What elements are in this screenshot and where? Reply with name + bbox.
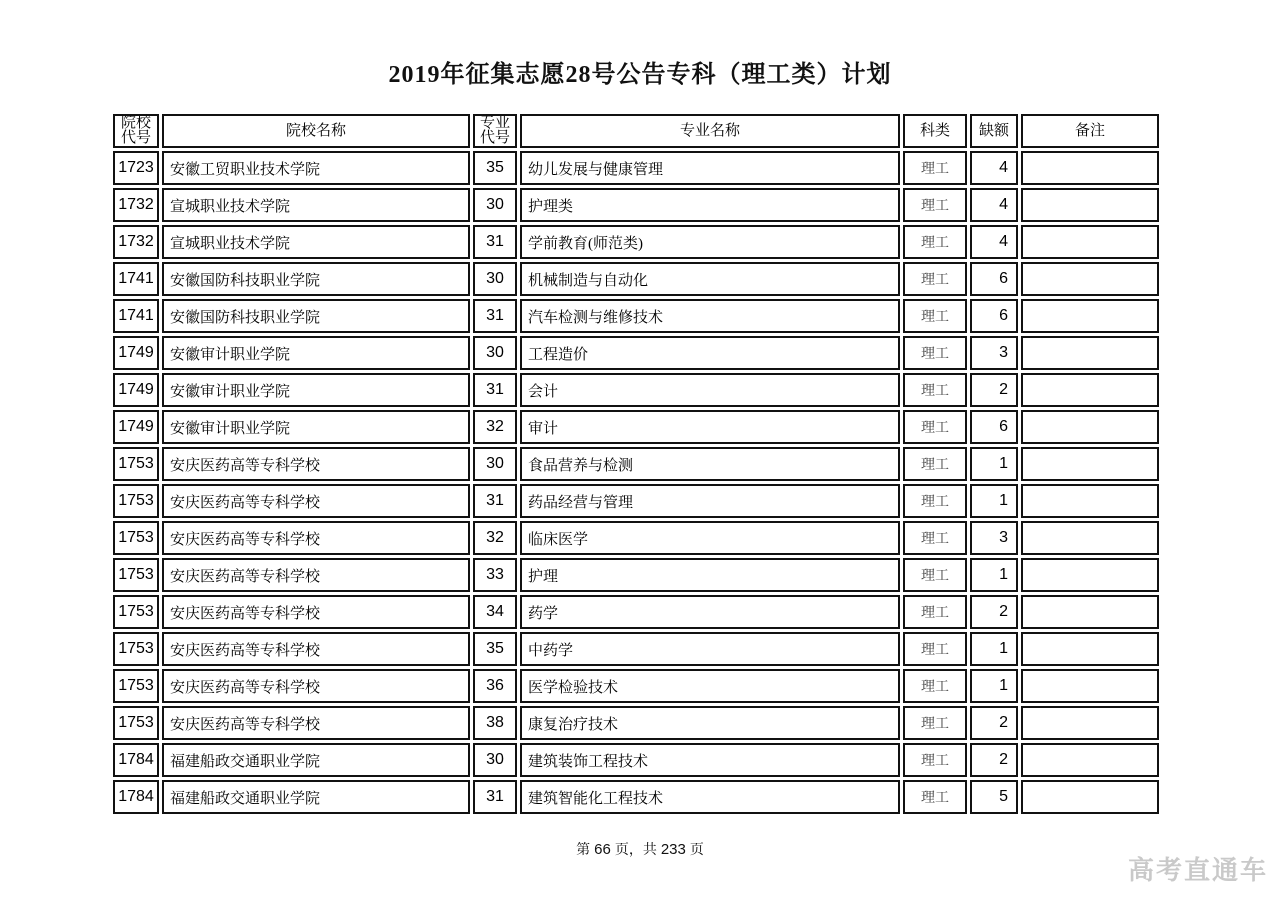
cell-college-name: 安庆医药高等专科学校 xyxy=(162,447,470,481)
cell-vacancy: 1 xyxy=(970,447,1018,481)
cell-category: 理工 xyxy=(903,410,967,444)
cell-college-name: 福建船政交通职业学院 xyxy=(162,780,470,814)
cell-category: 理工 xyxy=(903,521,967,555)
cell-college-code: 1784 xyxy=(113,743,159,777)
cell-major-name: 药学 xyxy=(520,595,900,629)
cell-remark xyxy=(1021,410,1159,444)
table-row xyxy=(113,151,1159,185)
cell-college-name: 安庆医药高等专科学校 xyxy=(162,632,470,666)
footer-prefix: 第 xyxy=(576,843,591,858)
table-header xyxy=(113,114,1159,148)
cell-category: 理工 xyxy=(903,336,967,370)
cell-college-code: 1784 xyxy=(113,780,159,814)
cell-major-code: 30 xyxy=(473,743,517,777)
cell-category: 理工 xyxy=(903,151,967,185)
cell-major-code: 32 xyxy=(473,410,517,444)
cell-college-code: 1753 xyxy=(113,447,159,481)
cell-major-name: 会计 xyxy=(520,373,900,407)
table-row xyxy=(113,299,1159,333)
cell-college-name: 安徽审计职业学院 xyxy=(162,336,470,370)
cell-remark xyxy=(1021,299,1159,333)
cell-remark xyxy=(1021,336,1159,370)
table-row xyxy=(113,706,1159,740)
table-body xyxy=(113,151,1159,814)
cell-category: 理工 xyxy=(903,780,967,814)
cell-major-code: 31 xyxy=(473,299,517,333)
cell-major-code: 30 xyxy=(473,447,517,481)
cell-category: 理工 xyxy=(903,188,967,222)
cell-college-name: 安庆医药高等专科学校 xyxy=(162,558,470,592)
footer-suffix: 页 xyxy=(689,843,704,858)
cell-vacancy: 1 xyxy=(970,484,1018,518)
cell-college-code: 1732 xyxy=(113,188,159,222)
column-header-college-code: 院校代号 xyxy=(113,114,159,148)
cell-major-name: 审计 xyxy=(520,410,900,444)
table-row xyxy=(113,373,1159,407)
cell-remark xyxy=(1021,595,1159,629)
cell-category: 理工 xyxy=(903,669,967,703)
cell-remark xyxy=(1021,484,1159,518)
cell-major-name: 临床医学 xyxy=(520,521,900,555)
cell-remark xyxy=(1021,188,1159,222)
cell-college-name: 安徽审计职业学院 xyxy=(162,373,470,407)
table-row xyxy=(113,447,1159,481)
cell-college-code: 1749 xyxy=(113,373,159,407)
cell-college-code: 1741 xyxy=(113,262,159,296)
cell-remark xyxy=(1021,151,1159,185)
cell-vacancy: 5 xyxy=(970,780,1018,814)
cell-college-name: 安庆医药高等专科学校 xyxy=(162,595,470,629)
cell-college-name: 宣城职业技术学院 xyxy=(162,188,470,222)
cell-major-code: 30 xyxy=(473,188,517,222)
cell-vacancy: 2 xyxy=(970,743,1018,777)
cell-major-code: 33 xyxy=(473,558,517,592)
cell-college-name: 安徽国防科技职业学院 xyxy=(162,262,470,296)
cell-vacancy: 6 xyxy=(970,299,1018,333)
cell-vacancy: 2 xyxy=(970,373,1018,407)
column-header-college-name: 院校名称 xyxy=(162,114,470,148)
cell-college-name: 安徽工贸职业技术学院 xyxy=(162,151,470,185)
table-row xyxy=(113,743,1159,777)
cell-college-code: 1732 xyxy=(113,225,159,259)
cell-major-code: 31 xyxy=(473,780,517,814)
watermark: 高考直通车 xyxy=(1127,855,1268,885)
cell-remark xyxy=(1021,706,1159,740)
cell-remark xyxy=(1021,225,1159,259)
cell-category: 理工 xyxy=(903,484,967,518)
plan-table xyxy=(110,111,1162,817)
cell-remark xyxy=(1021,558,1159,592)
column-header-vacancy: 缺额 xyxy=(970,114,1018,148)
cell-major-code: 34 xyxy=(473,595,517,629)
cell-college-code: 1749 xyxy=(113,410,159,444)
cell-major-name: 机械制造与自动化 xyxy=(520,262,900,296)
page-number: 66 xyxy=(594,841,611,858)
table-row xyxy=(113,262,1159,296)
cell-vacancy: 6 xyxy=(970,410,1018,444)
table-row xyxy=(113,669,1159,703)
cell-major-code: 30 xyxy=(473,336,517,370)
cell-major-name: 中药学 xyxy=(520,632,900,666)
cell-college-name: 宣城职业技术学院 xyxy=(162,225,470,259)
cell-major-name: 药品经营与管理 xyxy=(520,484,900,518)
cell-major-name: 工程造价 xyxy=(520,336,900,370)
table-row xyxy=(113,410,1159,444)
column-header-major-name: 专业名称 xyxy=(520,114,900,148)
table-row xyxy=(113,188,1159,222)
cell-vacancy: 1 xyxy=(970,632,1018,666)
cell-major-name: 康复治疗技术 xyxy=(520,706,900,740)
cell-remark xyxy=(1021,743,1159,777)
cell-major-code: 35 xyxy=(473,632,517,666)
cell-college-name: 福建船政交通职业学院 xyxy=(162,743,470,777)
table-row xyxy=(113,595,1159,629)
cell-major-name: 医学检验技术 xyxy=(520,669,900,703)
column-header-major-code: 专业代号 xyxy=(473,114,517,148)
cell-category: 理工 xyxy=(903,632,967,666)
cell-major-name: 汽车检测与维修技术 xyxy=(520,299,900,333)
page-footer xyxy=(0,839,1280,859)
cell-major-code: 31 xyxy=(473,225,517,259)
cell-major-code: 38 xyxy=(473,706,517,740)
cell-college-code: 1753 xyxy=(113,595,159,629)
cell-college-name: 安庆医药高等专科学校 xyxy=(162,484,470,518)
cell-vacancy: 4 xyxy=(970,225,1018,259)
cell-major-code: 36 xyxy=(473,669,517,703)
cell-college-code: 1753 xyxy=(113,632,159,666)
cell-college-name: 安庆医药高等专科学校 xyxy=(162,706,470,740)
cell-major-code: 30 xyxy=(473,262,517,296)
cell-vacancy: 3 xyxy=(970,336,1018,370)
cell-college-code: 1741 xyxy=(113,299,159,333)
table-row xyxy=(113,521,1159,555)
cell-vacancy: 2 xyxy=(970,595,1018,629)
column-header-remark: 备注 xyxy=(1021,114,1159,148)
table-row xyxy=(113,336,1159,370)
cell-vacancy: 4 xyxy=(970,188,1018,222)
cell-vacancy: 4 xyxy=(970,151,1018,185)
cell-remark xyxy=(1021,373,1159,407)
cell-college-code: 1749 xyxy=(113,336,159,370)
cell-college-name: 安庆医药高等专科学校 xyxy=(162,669,470,703)
cell-college-code: 1723 xyxy=(113,151,159,185)
footer-mid: 页，共 xyxy=(614,843,657,858)
cell-major-name: 建筑智能化工程技术 xyxy=(520,780,900,814)
cell-college-code: 1753 xyxy=(113,669,159,703)
cell-remark xyxy=(1021,780,1159,814)
cell-vacancy: 2 xyxy=(970,706,1018,740)
cell-major-code: 32 xyxy=(473,521,517,555)
cell-major-name: 护理 xyxy=(520,558,900,592)
cell-major-code: 31 xyxy=(473,484,517,518)
cell-category: 理工 xyxy=(903,225,967,259)
page-title: 2019年征集志愿28号公告专科（理工类）计划 xyxy=(388,62,892,88)
cell-college-name: 安庆医药高等专科学校 xyxy=(162,521,470,555)
cell-remark xyxy=(1021,669,1159,703)
table-row xyxy=(113,632,1159,666)
table-row xyxy=(113,484,1159,518)
cell-category: 理工 xyxy=(903,706,967,740)
cell-college-name: 安徽国防科技职业学院 xyxy=(162,299,470,333)
table-row xyxy=(113,780,1159,814)
table-row xyxy=(113,558,1159,592)
cell-category: 理工 xyxy=(903,262,967,296)
cell-remark xyxy=(1021,262,1159,296)
cell-category: 理工 xyxy=(903,373,967,407)
cell-category: 理工 xyxy=(903,299,967,333)
header-row xyxy=(113,114,1159,148)
cell-college-name: 安徽审计职业学院 xyxy=(162,410,470,444)
cell-remark xyxy=(1021,447,1159,481)
cell-category: 理工 xyxy=(903,558,967,592)
cell-college-code: 1753 xyxy=(113,706,159,740)
cell-vacancy: 1 xyxy=(970,558,1018,592)
cell-vacancy: 3 xyxy=(970,521,1018,555)
column-header-category: 科类 xyxy=(903,114,967,148)
cell-major-name: 食品营养与检测 xyxy=(520,447,900,481)
total-pages: 233 xyxy=(660,841,686,858)
cell-category: 理工 xyxy=(903,447,967,481)
cell-remark xyxy=(1021,521,1159,555)
cell-college-code: 1753 xyxy=(113,484,159,518)
cell-remark xyxy=(1021,632,1159,666)
cell-category: 理工 xyxy=(903,595,967,629)
table-row xyxy=(113,225,1159,259)
cell-vacancy: 1 xyxy=(970,669,1018,703)
cell-major-name: 护理类 xyxy=(520,188,900,222)
cell-vacancy: 6 xyxy=(970,262,1018,296)
cell-major-name: 幼儿发展与健康管理 xyxy=(520,151,900,185)
cell-category: 理工 xyxy=(903,743,967,777)
cell-major-code: 35 xyxy=(473,151,517,185)
cell-major-code: 31 xyxy=(473,373,517,407)
cell-college-code: 1753 xyxy=(113,521,159,555)
cell-major-name: 学前教育(师范类) xyxy=(520,225,900,259)
cell-major-name: 建筑装饰工程技术 xyxy=(520,743,900,777)
cell-college-code: 1753 xyxy=(113,558,159,592)
